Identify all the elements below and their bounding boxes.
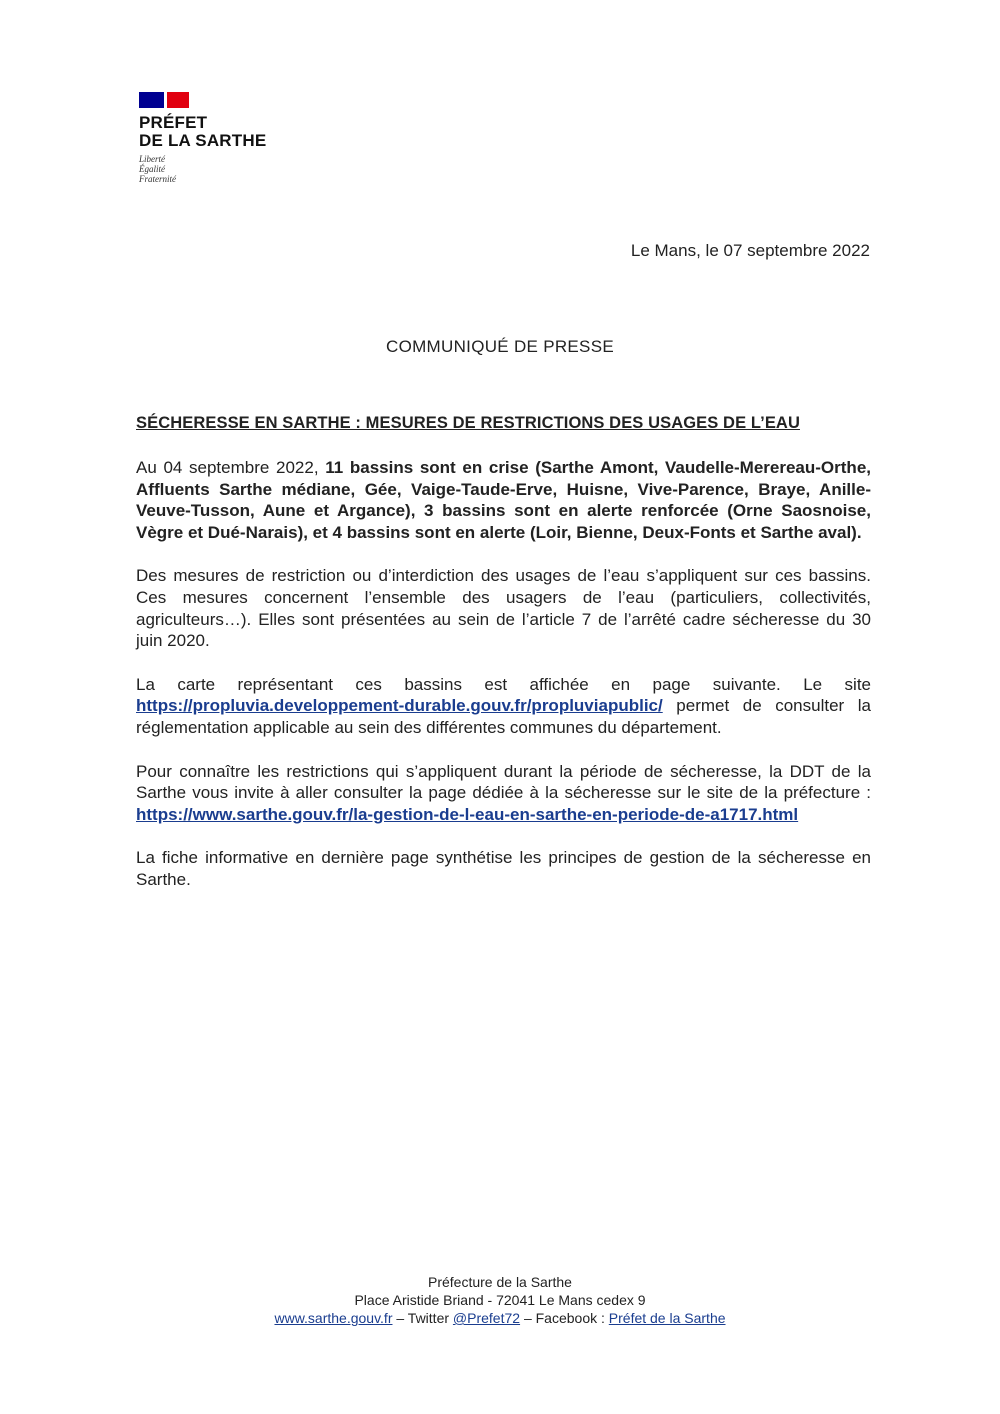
- logo-title: [139, 114, 339, 150]
- motto-liberte: Liberté: [139, 154, 165, 164]
- press-release-headline: SÉCHERESSE EN SARTHE : MESURES DE RESTRICTIONS DES USAGES DE L’EAU: [136, 414, 800, 432]
- footer-twitter-link[interactable]: @Prefet72: [452, 1310, 521, 1326]
- paragraph-ddt-info: [136, 761, 871, 826]
- logo-title-line2: DE LA SARTHE: [139, 131, 267, 150]
- logo-title-line1: PRÉFET: [139, 113, 208, 132]
- document-type: COMMUNIQUÉ DE PRESSE: [386, 337, 614, 356]
- footer-website-link[interactable]: www.sarthe.gouv.fr: [274, 1310, 393, 1326]
- paragraph-map-text-after: permet de consulter la réglementation applicable au sein des différentes communes du département.: [136, 696, 871, 737]
- prefecture-logo: [139, 92, 339, 184]
- paragraph-basins-status: [136, 457, 871, 543]
- footer: [0, 1273, 1000, 1327]
- marianne-flag-icon: [139, 92, 189, 108]
- paragraph-ddt-text: Pour connaître les restrictions qui s’appliquent durant la période de sécheresse, la DDT de la Sarthe vous invite à aller consulter la page dédiée à la sécheresse sur le site de la préfecture :: [136, 761, 871, 803]
- press-release-body: [136, 457, 871, 913]
- footer-address: Place Aristide Briand - 72041 Le Mans cedex 9: [354, 1292, 646, 1308]
- footer-contact-line: [0, 1309, 1000, 1327]
- footer-twitter-label: – Twitter: [392, 1310, 453, 1326]
- footer-org-name: Préfecture de la Sarthe: [428, 1274, 572, 1290]
- paragraph-info-sheet: La fiche informative en dernière page synthétise les principes de gestion de la sécheresse en Sarthe.: [136, 848, 871, 889]
- motto-fraternite: Fraternité: [139, 174, 176, 184]
- propluvia-link[interactable]: https://propluvia.developpement-durable.gouv.fr/propluviapublic/: [136, 696, 663, 716]
- paragraph-map-text-before: La carte représentant ces bassins est affichée en page suivante. Le site: [136, 674, 871, 694]
- paragraph-map-info: [136, 674, 871, 739]
- paragraph-restrictions: Des mesures de restriction ou d’interdiction des usages de l’eau s’appliquent sur ces bassins. Ces mesures concernent l’ensemble des usagers de l’eau (particuliers, collectivités, agriculteurs…). Elles sont présentées au sein de l’article 7 de l’arrêté cadre sécheresse du 30 juin 2020.: [136, 566, 871, 651]
- republic-motto: [139, 154, 339, 184]
- document-date: Le Mans, le 07 septembre 2022: [630, 241, 870, 260]
- paragraph-basins-details: 11 bassins sont en crise (Sarthe Amont, Vaudelle-Merereau-Orthe, Affluents Sarthe médiane, Gée, Vaige-Taude-Erve, Huisne, Vive-Parence, Braye, Anille-Veuve-Tusson, Aune et Argance), 3 bassins sont en alerte renforcée (Orne Saosnoise, Vègre et Dué-Narais), et 4 bassins sont en alerte (Loir, Bienne, Deux-Fonts et Sarthe aval).: [136, 458, 871, 542]
- prefecture-drought-page-link[interactable]: https://www.sarthe.gouv.fr/la-gestion-de-l-eau-en-sarthe-en-periode-de-a1717.html: [136, 804, 799, 824]
- footer-facebook-link[interactable]: Préfet de la Sarthe: [608, 1310, 726, 1326]
- paragraph-basins-intro: Au 04 septembre 2022,: [136, 458, 326, 477]
- footer-facebook-label: – Facebook :: [520, 1310, 609, 1326]
- motto-egalite: Égalité: [139, 164, 165, 174]
